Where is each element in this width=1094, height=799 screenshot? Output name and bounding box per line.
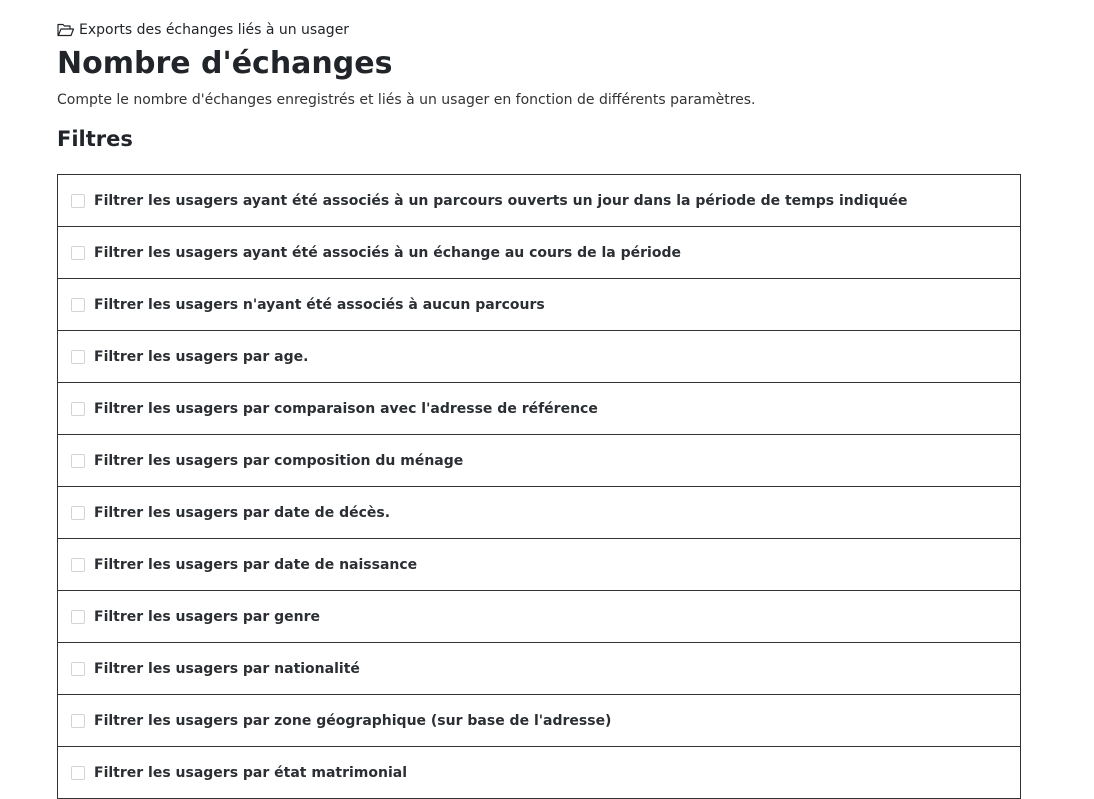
export-content [57, 20, 1021, 799]
filter-row[interactable] [58, 695, 1020, 747]
filter-row[interactable] [58, 227, 1020, 279]
filter-label[interactable]: Filtrer les usagers par age. [94, 348, 309, 365]
filter-label[interactable]: Filtrer les usagers par date de naissance [94, 556, 418, 573]
filter-label[interactable]: Filtrer les usagers par zone géographique (sur base de l'adresse) [94, 712, 612, 729]
filter-checkbox[interactable] [71, 662, 85, 676]
filter-checkbox[interactable] [71, 766, 85, 780]
filter-row[interactable] [58, 539, 1020, 591]
filter-row[interactable] [58, 747, 1020, 799]
breadcrumb[interactable] [57, 20, 1021, 40]
filter-checkbox[interactable] [71, 298, 85, 312]
filter-label[interactable]: Filtrer les usagers ayant été associés à un échange au cours de la période [94, 244, 681, 261]
filter-checkbox[interactable] [71, 506, 85, 520]
filter-checkbox[interactable] [71, 246, 85, 260]
filter-row[interactable] [58, 643, 1020, 695]
filter-row[interactable] [58, 435, 1020, 487]
filter-label[interactable]: Filtrer les usagers par nationalité [94, 660, 360, 677]
filter-row[interactable] [58, 383, 1020, 435]
filter-row[interactable] [58, 591, 1020, 643]
filters-title: Filtres [57, 127, 133, 151]
filter-checkbox[interactable] [71, 714, 85, 728]
filter-checkbox[interactable] [71, 194, 85, 208]
filter-label[interactable]: Filtrer les usagers par date de décès. [94, 504, 391, 521]
filter-row[interactable] [58, 331, 1020, 383]
folder-open-icon [57, 23, 75, 37]
filters-list [57, 174, 1021, 799]
filter-row[interactable] [58, 279, 1020, 331]
filter-checkbox[interactable] [71, 402, 85, 416]
filter-checkbox[interactable] [71, 350, 85, 364]
filter-checkbox[interactable] [71, 558, 85, 572]
breadcrumb-label[interactable]: Exports des échanges liés à un usager [79, 22, 350, 38]
filter-row[interactable] [58, 175, 1020, 227]
filter-label[interactable]: Filtrer les usagers ayant été associés à un parcours ouverts un jour dans la période de temps indiquée [94, 192, 908, 209]
filter-row[interactable] [58, 487, 1020, 539]
filter-checkbox[interactable] [71, 454, 85, 468]
page-title: Nombre d'échanges [57, 46, 393, 81]
filter-label[interactable]: Filtrer les usagers n'ayant été associés à aucun parcours [94, 296, 545, 313]
filter-checkbox[interactable] [71, 610, 85, 624]
filter-label[interactable]: Filtrer les usagers par comparaison avec l'adresse de référence [94, 400, 598, 417]
filter-label[interactable]: Filtrer les usagers par état matrimonial [94, 764, 408, 781]
filter-label[interactable]: Filtrer les usagers par genre [94, 608, 321, 625]
filter-label[interactable]: Filtrer les usagers par composition du ménage [94, 452, 464, 469]
page-description: Compte le nombre d'échanges enregistrés et liés à un usager en fonction de différents paramètres. [57, 92, 756, 108]
